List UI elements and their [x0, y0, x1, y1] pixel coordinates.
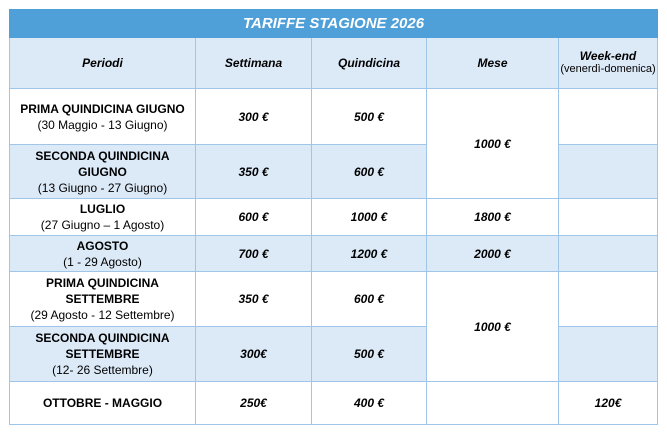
price-mese-giugno: 1000 € — [427, 89, 559, 199]
period-name: SECONDA QUINDICINA GIUGNO — [35, 148, 170, 179]
header-mese: Mese — [427, 38, 559, 89]
price-quindicina: 500 € — [312, 89, 427, 145]
period-name: OTTOBRE - MAGGIO — [42, 396, 163, 410]
period-cell — [10, 327, 196, 382]
header-periodi: Periodi — [10, 38, 196, 89]
title-row — [10, 10, 658, 38]
price-settimana: 250€ — [196, 382, 312, 425]
period-dates: (30 Maggio - 13 Giugno) — [37, 117, 168, 132]
price-settimana: 700 € — [196, 236, 312, 272]
price-quindicina: 600 € — [312, 272, 427, 327]
price-settimana: 350 € — [196, 272, 312, 327]
period-cell — [10, 236, 196, 272]
period-cell — [10, 382, 196, 425]
price-quindicina: 1000 € — [312, 199, 427, 236]
table-row — [10, 236, 658, 272]
price-mese-settembre: 1000 € — [427, 272, 559, 382]
header-weekend-label: Week-end — [579, 49, 637, 63]
pricing-table — [9, 9, 658, 425]
header-weekend — [559, 38, 658, 89]
period-cell — [10, 89, 196, 145]
price-mese: 2000 € — [427, 236, 559, 272]
price-quindicina: 1200 € — [312, 236, 427, 272]
period-dates: (1 - 29 Agosto) — [63, 254, 142, 269]
price-weekend: 120€ — [559, 382, 658, 425]
period-dates: (12- 26 Settembre) — [52, 363, 153, 377]
header-row — [10, 38, 658, 89]
table-row — [10, 327, 658, 382]
price-weekend — [559, 236, 658, 272]
price-weekend — [559, 89, 658, 145]
price-weekend — [559, 272, 658, 327]
price-weekend — [559, 145, 658, 199]
price-weekend — [559, 199, 658, 236]
table-row — [10, 145, 658, 199]
period-cell — [10, 145, 196, 199]
price-quindicina: 500 € — [312, 327, 427, 382]
price-settimana: 600 € — [196, 199, 312, 236]
period-dates: (27 Giugno – 1 Agosto) — [40, 218, 165, 232]
table-row — [10, 272, 658, 327]
period-name: AGOSTO — [76, 238, 129, 253]
price-settimana: 300€ — [196, 327, 312, 382]
period-cell — [10, 272, 196, 327]
period-name: PRIMA QUINDICINA SETTEMBRE — [46, 276, 159, 306]
price-mese: 1800 € — [427, 199, 559, 236]
table-row — [10, 382, 658, 425]
header-settimana: Settimana — [196, 38, 312, 89]
header-quindicina: Quindicina — [312, 38, 427, 89]
period-dates: (29 Agosto - 12 Settembre) — [30, 308, 175, 322]
period-name: SECONDA QUINDICINA SETTEMBRE — [35, 331, 170, 361]
table-row — [10, 89, 658, 145]
price-settimana: 350 € — [196, 145, 312, 199]
table-row — [10, 199, 658, 236]
header-weekend-sub: (venerdì-domenica) — [560, 63, 656, 75]
price-weekend — [559, 327, 658, 382]
price-quindicina: 600 € — [312, 145, 427, 199]
period-name: PRIMA QUINDICINA GIUGNO — [20, 101, 185, 116]
period-name: LUGLIO — [79, 202, 126, 216]
period-dates: (13 Giugno - 27 Giugno) — [37, 180, 168, 195]
price-settimana: 300 € — [196, 89, 312, 145]
period-cell — [10, 199, 196, 236]
price-mese — [427, 382, 559, 425]
price-quindicina: 400 € — [312, 382, 427, 425]
table-title: TARIFFE STAGIONE 2026 — [10, 10, 658, 38]
pricing-table-container — [9, 9, 658, 425]
